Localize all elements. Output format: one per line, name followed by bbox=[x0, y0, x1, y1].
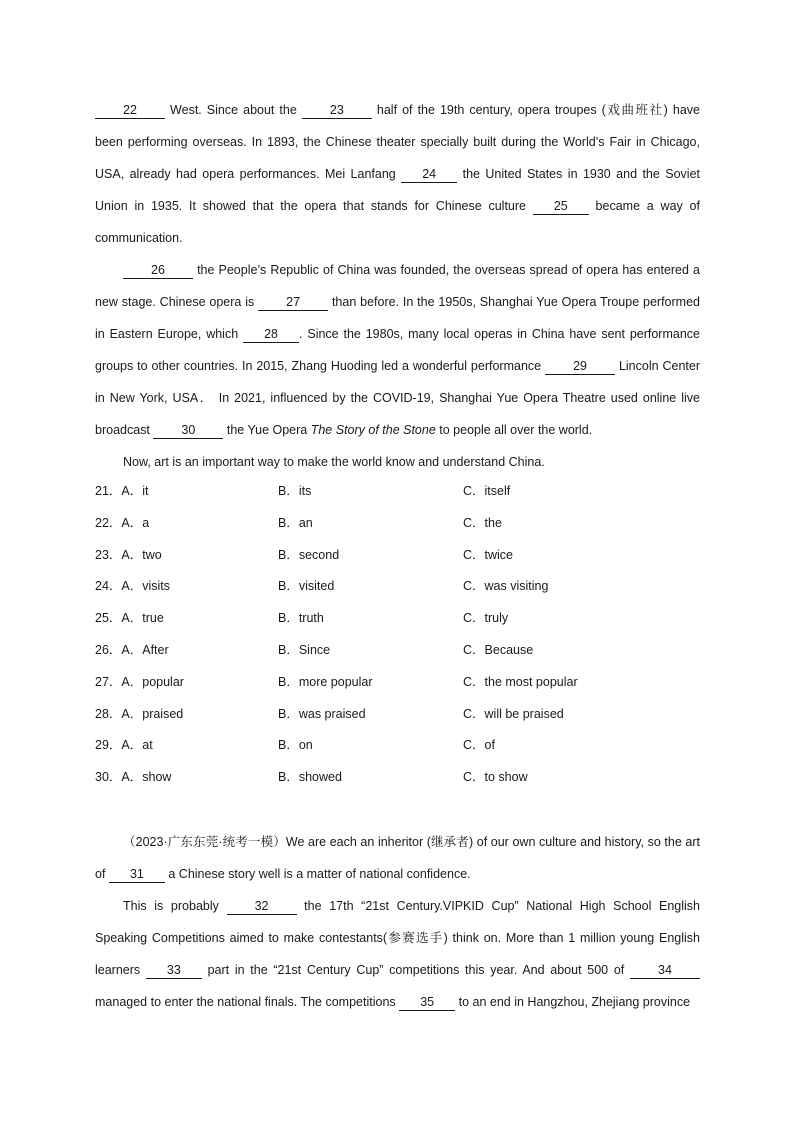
question-21-options bbox=[95, 476, 715, 508]
option-30-b[interactable]: B．showed bbox=[278, 770, 342, 785]
question-27-options bbox=[95, 667, 715, 699]
option-28-c[interactable]: C．will be praised bbox=[463, 706, 564, 721]
question-23-options bbox=[95, 540, 715, 572]
passage-1 bbox=[95, 94, 700, 478]
option-29-a[interactable]: 29．A．at bbox=[95, 738, 153, 753]
passage-2-paragraph-1: （2023·广东东莞·统考一模）We are each an inheritor (继承者) of our own culture and history, so the art of 31 a Chinese story well is a matter of national confidence. bbox=[95, 835, 701, 881]
option-27-b[interactable]: B．more popular bbox=[278, 674, 373, 689]
blank-26[interactable]: 26 bbox=[123, 263, 193, 279]
option-21-b[interactable]: B．its bbox=[278, 484, 312, 498]
question-30-options bbox=[95, 762, 715, 794]
option-28-b[interactable]: B．was praised bbox=[278, 706, 366, 721]
option-24-b[interactable]: B．visited bbox=[278, 579, 335, 594]
blank-22[interactable]: 22 bbox=[95, 103, 165, 119]
option-30-a[interactable]: 30．A．show bbox=[95, 770, 172, 785]
option-30-c[interactable]: C．to show bbox=[463, 770, 528, 785]
option-29-c[interactable]: C．of bbox=[463, 738, 495, 753]
option-29-b[interactable]: B．on bbox=[278, 738, 313, 753]
option-22-a[interactable]: 22．A．a bbox=[95, 515, 150, 530]
blank-25[interactable]: 25 bbox=[533, 199, 589, 215]
option-26-b[interactable]: B．Since bbox=[278, 642, 331, 657]
option-24-c[interactable]: C．was visiting bbox=[463, 579, 549, 594]
source-label: （2023·广东东莞·统考一模） bbox=[123, 835, 286, 849]
blank-33[interactable]: 33 bbox=[146, 963, 202, 979]
question-24-options bbox=[95, 571, 715, 603]
question-26-options bbox=[95, 635, 715, 667]
option-23-c[interactable]: C．twice bbox=[463, 547, 514, 562]
option-24-a[interactable]: 24．A．visits bbox=[95, 579, 171, 594]
option-22-c[interactable]: C．the bbox=[463, 515, 502, 530]
passage-1-paragraph-1: 22 West. Since about the 23 half of the 19th century, opera troupes (戏曲班社) have been performing overseas. In 1893, the Chinese theater specially built during the World’s Fair in Chicago, USA, already had opera performances. Mei Lanfang 24 the United States in 1930 and the Soviet Union in 1935. It showed that the opera that stands for Chinese culture 25 became a way of communication. bbox=[95, 103, 700, 245]
opera-title: The Story of the Stone bbox=[310, 423, 436, 437]
option-23-b[interactable]: B．second bbox=[278, 547, 340, 562]
passage-2-paragraph-2: This is probably 32 the 17th “21st Century.VIPKID Cup” National High School English Speaking Competitions aimed to make contestants(参赛选手) think on. More than 1 million young English learners 33 part in the “21st Century Cup” competitions this year. And about 500 of 34 managed to enter the national finals. The competitions 35 to an end in Hangzhou, Zhejiang province bbox=[95, 899, 700, 1009]
option-28-a[interactable]: 28．A．praised bbox=[95, 706, 184, 721]
option-27-a[interactable]: 27．A．popular bbox=[95, 674, 184, 689]
option-21-c[interactable]: C．itself bbox=[463, 484, 511, 498]
option-23-a[interactable]: 23．A．two bbox=[95, 547, 162, 562]
option-22-b[interactable]: B．an bbox=[278, 515, 313, 530]
blank-23[interactable]: 23 bbox=[302, 103, 372, 119]
option-25-b[interactable]: B．truth bbox=[278, 611, 324, 626]
option-25-a[interactable]: 25．A．true bbox=[95, 611, 164, 626]
option-26-c[interactable]: C．Because bbox=[463, 642, 534, 657]
blank-32[interactable]: 32 bbox=[227, 899, 297, 915]
blank-29[interactable]: 29 bbox=[545, 359, 615, 375]
option-27-c[interactable]: C．the most popular bbox=[463, 674, 578, 689]
passage-2 bbox=[95, 826, 700, 1018]
option-21-a[interactable]: 21．A．it bbox=[95, 484, 149, 498]
blank-31[interactable]: 31 bbox=[109, 867, 165, 883]
blank-30[interactable]: 30 bbox=[153, 423, 223, 439]
option-26-a[interactable]: 26．A．After bbox=[95, 642, 169, 657]
options-list bbox=[95, 476, 715, 794]
blank-35[interactable]: 35 bbox=[399, 995, 455, 1011]
blank-24[interactable]: 24 bbox=[401, 167, 457, 183]
question-25-options bbox=[95, 603, 715, 635]
question-29-options bbox=[95, 730, 715, 762]
question-28-options bbox=[95, 699, 715, 731]
blank-27[interactable]: 27 bbox=[258, 295, 328, 311]
question-22-options bbox=[95, 508, 715, 540]
blank-28[interactable]: 28 bbox=[243, 327, 299, 343]
option-25-c[interactable]: C．truly bbox=[463, 611, 509, 626]
blank-34[interactable]: 34 bbox=[630, 963, 700, 979]
passage-1-paragraph-2: 26 the People’s Republic of China was founded, the overseas spread of opera has entered a new stage. Chinese opera is 27 than before. In the 1950s, Shanghai Yue Opera Troupe performed in Eastern Europe, which 28 . Since the 1980s, many local operas in China have sent performance groups to other countries. In 2015, Zhang Huoding led a wonderful performance 29 Lincoln Center in New York, USA． In 2021, influenced by the COVID-19, Shanghai Yue Opera Theatre used online live broadcast 30 the Yue Opera The Story of the Stone to people all over the world. bbox=[95, 263, 700, 437]
passage-1-paragraph-3: Now, art is an important way to make the world know and understand China. bbox=[123, 455, 545, 469]
